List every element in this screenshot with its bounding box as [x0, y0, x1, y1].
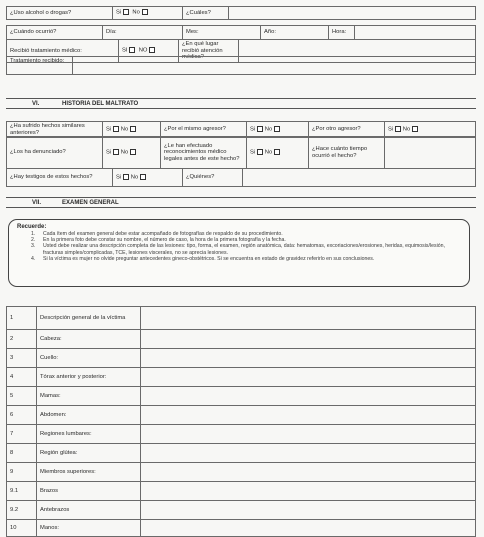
exam-row-number: 7	[7, 425, 37, 444]
anio-field[interactable]: Año:	[261, 26, 329, 40]
section-6-title: HISTORIA DEL MALTRATO	[62, 101, 139, 107]
maltrato-table-2: ¿Los ha denunciado? Si No ¿Le han efectuado reconocimientos médico legales antes de este hecho? Si No ¿Hace cuánto tiempo ocurrió el hecho?	[6, 136, 476, 169]
recuerde-box	[8, 219, 470, 287]
q-otro-agresor: ¿Por otro agresor?	[309, 122, 385, 138]
section-6-header	[6, 98, 476, 109]
alcohol-si-checkbox[interactable]	[123, 9, 129, 15]
q-quienes: ¿Quiénes?	[183, 169, 243, 187]
recibio-question: Recibió tratamiento médico:	[7, 40, 119, 63]
exam-row	[7, 307, 476, 330]
exam-row-number: 9	[7, 463, 37, 482]
exam-row	[7, 520, 476, 537]
cuales-label: ¿Cuáles?	[183, 7, 229, 20]
exam-row	[7, 425, 476, 444]
exam-row	[7, 406, 476, 425]
exam-row-label: Regiones lumbares:	[37, 425, 141, 444]
exam-row-label: Cabeza:	[37, 330, 141, 349]
alcohol-options: Si No	[113, 7, 183, 20]
exam-row-field[interactable]	[141, 406, 476, 425]
alcohol-no-checkbox[interactable]	[142, 9, 148, 15]
q3-si-checkbox[interactable]	[395, 126, 401, 132]
exam-row-number: 1	[7, 307, 37, 330]
exam-row-field[interactable]	[141, 520, 476, 537]
alcohol-row	[6, 6, 476, 20]
exam-row-number: 9.2	[7, 501, 37, 520]
q4-no-checkbox[interactable]	[130, 149, 136, 155]
exam-row-number: 2	[7, 330, 37, 349]
recuerde-title: Recuerde:	[17, 224, 47, 230]
exam-row-number: 4	[7, 368, 37, 387]
q2-si-checkbox[interactable]	[257, 126, 263, 132]
recibio-options: SI NO	[119, 40, 179, 63]
exam-row-field[interactable]	[141, 501, 476, 520]
q-testigos: ¿Hay testigos de estos hechos?	[7, 169, 113, 187]
hace-cuanto-field[interactable]	[385, 137, 476, 169]
maltrato-table-3: ¿Hay testigos de estos hechos? Si No ¿Quiénes?	[6, 168, 476, 187]
q3-no-checkbox[interactable]	[412, 126, 418, 132]
recuerde-list	[31, 231, 461, 262]
cuando-question: ¿Cuándo ocurrió?	[7, 26, 103, 40]
q5-no-checkbox[interactable]	[274, 149, 280, 155]
exam-row-label: Miembros superiores:	[37, 463, 141, 482]
exam-row-label: Abdomen:	[37, 406, 141, 425]
q-hace-cuanto: ¿Hace cuánto tiempo ocurrió el hecho?	[309, 137, 385, 169]
section-7-number: VII.	[32, 200, 42, 206]
cuales-field[interactable]	[229, 7, 476, 20]
maltrato-table: ¿Ha sufrido hechos similares anteriores? Si No ¿Por el mismo agresor? Si No ¿Por otro agresor? Si No	[6, 121, 476, 138]
exam-row	[7, 463, 476, 482]
exam-row-label: Tórax anterior y posterior:	[37, 368, 141, 387]
recuerde-item: 4. Si la víctima es mujer no olvide preguntar antecedentes gineco-obstétricos. Si se encuentra en estado de gravidez referirlo en sus conclusiones.	[31, 255, 375, 262]
q-mismo-agresor: ¿Por el mismo agresor?	[161, 122, 247, 138]
recibio-no-checkbox[interactable]	[149, 47, 155, 53]
exam-row-field[interactable]	[141, 387, 476, 406]
recuerde-item: 2. En la primera foto debe constar su nombre, el número de caso, la hora de la primera fotografía y la fecha.	[31, 237, 286, 244]
exam-row	[7, 501, 476, 520]
exam-row	[7, 387, 476, 406]
q2-no-checkbox[interactable]	[274, 126, 280, 132]
section-7-header	[6, 197, 476, 208]
section-7-title: EXAMEN GENERAL	[62, 200, 119, 206]
q-reconocimientos: ¿Le han efectuado reconocimientos médico legales antes de este hecho?	[161, 137, 247, 169]
q-hechos-similares: ¿Ha sufrido hechos similares anteriores?	[7, 122, 103, 138]
exam-row-number: 9.1	[7, 482, 37, 501]
examen-general-table	[6, 306, 476, 537]
exam-row	[7, 482, 476, 501]
exam-row-number: 10	[7, 520, 37, 537]
quienes-field[interactable]	[243, 169, 476, 187]
alcohol-question: ¿Uso alcohol o drogas?	[7, 7, 113, 20]
exam-row-field[interactable]	[141, 330, 476, 349]
q1-no-checkbox[interactable]	[130, 126, 136, 132]
en-que-lugar-label: ¿En qué lugar recibió atención médica?	[179, 40, 239, 63]
section-6-number: VI.	[32, 101, 40, 107]
hora-field[interactable]	[355, 26, 476, 40]
exam-row-field[interactable]	[141, 368, 476, 387]
exam-row-number: 5	[7, 387, 37, 406]
exam-row-label: Mamas:	[37, 387, 141, 406]
exam-row-number: 8	[7, 444, 37, 463]
dia-field[interactable]: Día:	[103, 26, 183, 40]
exam-row-field[interactable]	[141, 482, 476, 501]
q1-si-checkbox[interactable]	[113, 126, 119, 132]
tratamiento-row	[6, 56, 476, 75]
exam-row-number: 6	[7, 406, 37, 425]
recuerde-item: 1. Cada ítem del examen general debe estar acompañado de fotografías de respaldo de su procedimiento.	[31, 231, 283, 237]
exam-row-field[interactable]	[141, 349, 476, 368]
exam-row-label: Antebrazos	[37, 501, 141, 520]
exam-row-number: 3	[7, 349, 37, 368]
mes-field[interactable]: Mes:	[183, 26, 261, 40]
q4-si-checkbox[interactable]	[113, 149, 119, 155]
exam-row	[7, 444, 476, 463]
recibio-si-checkbox[interactable]	[129, 47, 135, 53]
hora-label: Hora:	[329, 26, 355, 40]
exam-row-field[interactable]	[141, 425, 476, 444]
exam-row-label: Cuello:	[37, 349, 141, 368]
q5-si-checkbox[interactable]	[257, 149, 263, 155]
tratamiento-field[interactable]	[73, 57, 476, 75]
exam-row-field[interactable]	[141, 307, 476, 330]
exam-row-label: Brazos	[37, 482, 141, 501]
exam-row-label: Manos:	[37, 520, 141, 537]
exam-row	[7, 330, 476, 349]
recuerde-item: 3. Usted debe realizar una descripción completa de las lesiones: tipo, forma, el examen, región anatómica, data: hematomas, excoriaciones/erosiones, heridas, equimosis/lesión, fracturas simples/complicadas, TCE, lesiones viscerales, no se aprecia lesiones.	[31, 243, 445, 256]
exam-row-label: Región glútea:	[37, 444, 141, 463]
tratamiento-label: Tratamiento recibido:	[7, 57, 73, 75]
q7-si-checkbox[interactable]	[123, 174, 129, 180]
exam-row-label: Descripción general de la víctima	[37, 307, 141, 330]
q7-no-checkbox[interactable]	[140, 174, 146, 180]
exam-row-field[interactable]	[141, 463, 476, 482]
exam-row-field[interactable]	[141, 444, 476, 463]
cuando-row	[6, 25, 476, 40]
exam-row	[7, 349, 476, 368]
exam-row	[7, 368, 476, 387]
q-denunciado: ¿Los ha denunciado?	[7, 137, 103, 169]
